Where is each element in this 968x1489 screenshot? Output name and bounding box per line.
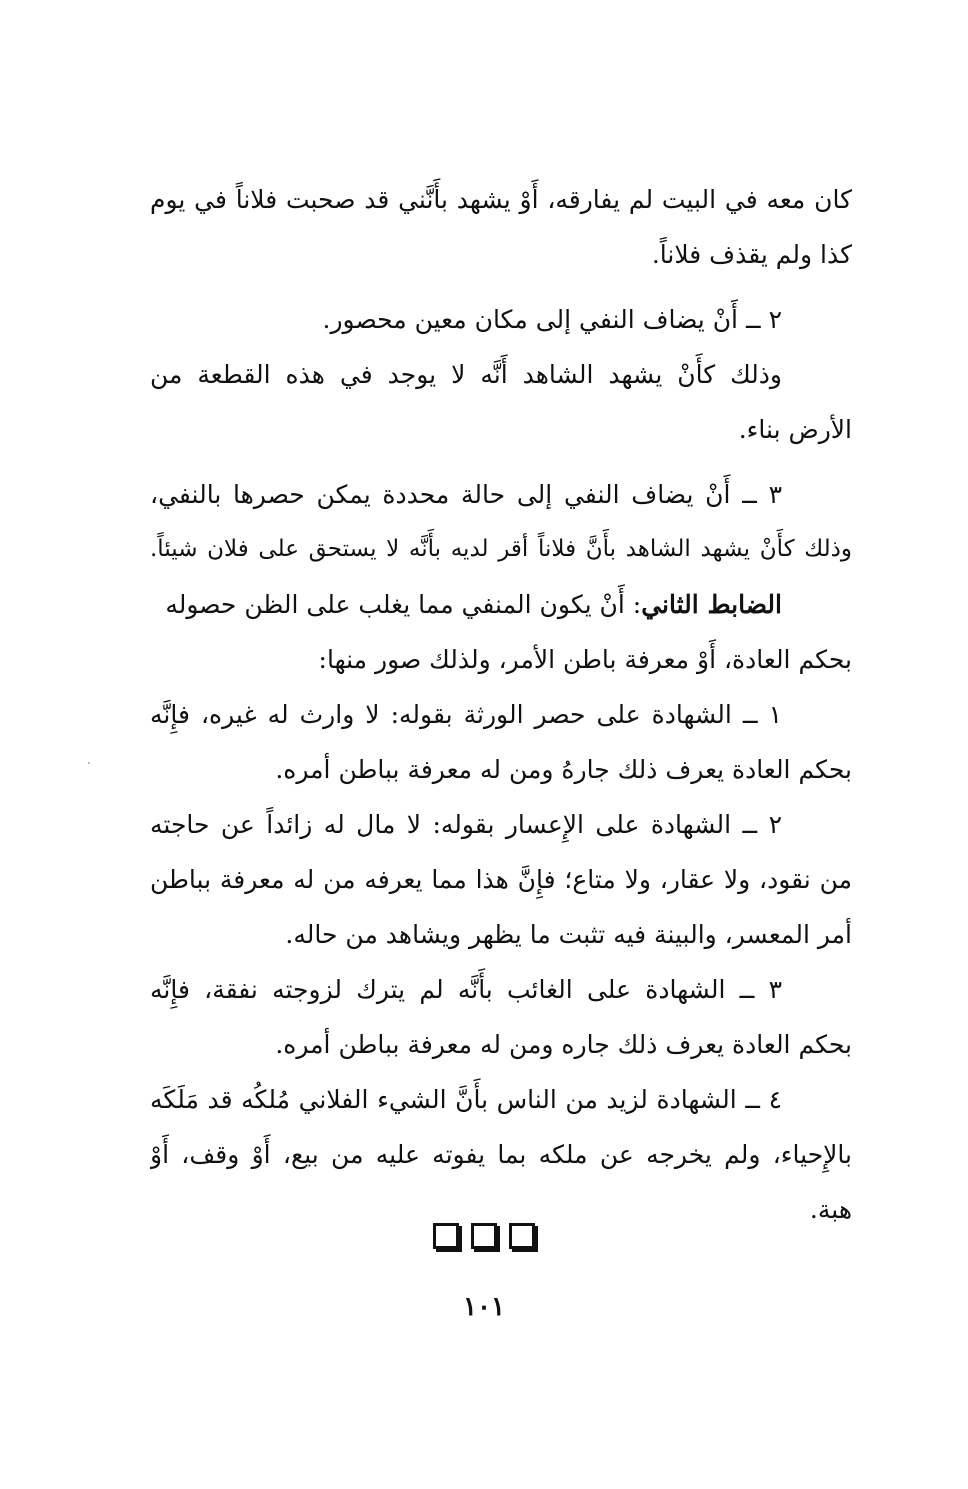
text-line: بحكم العادة يعرف ذلك جاره ومن له معرفة بباطن أمره. [275,1030,852,1059]
body-text [150,172,852,1237]
text-line: وذلك كأَنْ يشهد الشاهد أَنَّه لا يوجد في هذه القطعة من [150,360,782,389]
text-line: ١ ــ الشهادة على حصر الورثة بقوله: لا وارث له غيره، فإِنَّه [150,700,782,729]
text-line: ٢ ــ أَنْ يضاف النفي إلى مكان معين محصور. [322,305,782,334]
text-line [150,577,852,632]
text-line: ٣ ــ أَنْ يضاف النفي إلى حالة محددة يمكن حصرها بالنفي، [150,480,782,509]
margin-speck [88,762,90,764]
text-line: كذا ولم يقذف فلاناً. [651,240,852,269]
section-end-ornament [0,1223,968,1249]
text-line: هبة. [809,1195,852,1224]
text-line: أمر المعسر، والبينة فيه تثبت ما يظهر ويشاهد من حاله. [285,920,852,949]
square-ornament-icon [509,1223,535,1249]
text-line: ٤ ــ الشهادة لزيد من الناس بأَنَّ الشيء الفلاني مُلكُه قد مَلَكَه [150,1085,782,1114]
text-line: وذلك كأَنْ يشهد الشاهد بأَنَّ فلاناً أقر لديه بأَنَّه لا يستحق على فلان شيئاً. [150,536,852,562]
square-ornament-icon [433,1223,459,1249]
text-line: من نقود، ولا عقار، ولا متاع؛ فإِنَّ هذا مما يعرفه من له معرفة بباطن [150,865,852,894]
text-line: ٣ ــ الشهادة على الغائب بأَنَّه لم يترك لزوجته نفقة، فإِنَّه [150,975,782,1004]
text-line: بحكم العادة، أَوْ معرفة باطن الأمر، ولذلك صور منها: [318,645,852,674]
rule-heading: الضابط الثاني [641,590,782,619]
page-number: ١٠١ [463,1292,505,1322]
square-ornament-icon [471,1223,497,1249]
text-line: الأرض بناء. [738,415,852,444]
text-line: كان معه في البيت لم يفارقه، أَوْ يشهد بأَنَّني قد صحبت فلاناً في يوم [150,185,852,214]
rule-heading-text: : أَنْ يكون المنفي مما يغلب على الظن حصوله [165,590,642,619]
text-line: بالإِحياء، ولم يخرجه عن ملكه بما يفوته عليه من بيع، أَوْ وقف، أَوْ [150,1140,852,1169]
text-line: ٢ ــ الشهادة على الإِعسار بقوله: لا مال له زائداً عن حاجته [150,810,782,839]
text-line: بحكم العادة يعرف ذلك جارهُ ومن له معرفة بباطن أمره. [275,755,852,784]
